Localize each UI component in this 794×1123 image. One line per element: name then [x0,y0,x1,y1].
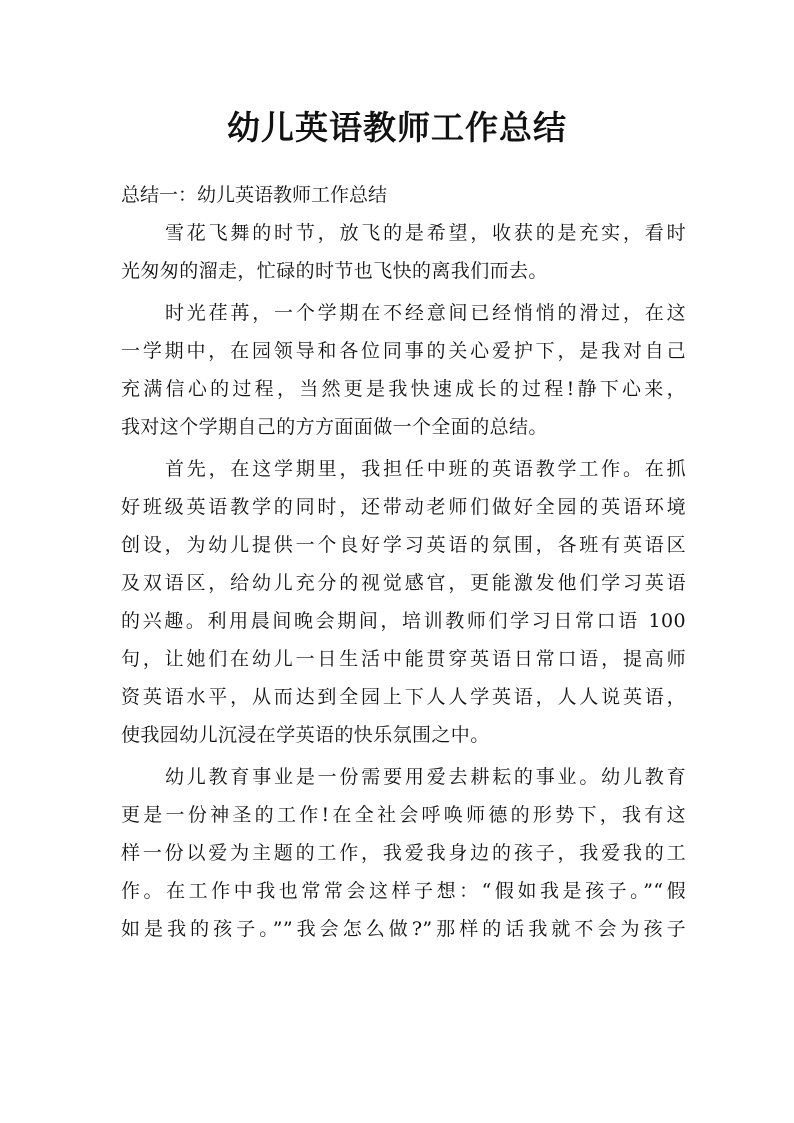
paragraph-4 [121,762,686,944]
text-line: 的兴趣。利用晨间晚会期间，培训教师们学习日常口语 100 [121,610,686,632]
text-line: 如是我的孩子。””我会怎么做?”那样的话我就不会为孩子 [121,918,686,940]
document-title: 幼儿英语教师工作总结 [227,108,567,147]
text-line: 幼儿教育事业是一份需要用爱去耕耘的事业。幼儿教育 [165,766,686,788]
text-line: 句，让她们在幼儿一日生活中能贯穿英语日常口语，提高师 [121,648,686,670]
text-line: 使我园幼儿沉浸在学英语的快乐氛围之中。 [121,724,490,746]
text-line: 我对这个学期自己的方方面面做一个全面的总结。 [121,416,548,438]
text-line: 资英语水平，从而达到全园上下人人学英语，人人说英语， [121,686,686,708]
text-line: 一学期中，在园领导和各位同事的关心爱护下，是我对自己 [121,340,686,362]
text-line: 首先，在这学期里，我担任中班的英语教学工作。在抓 [165,458,686,480]
text-line: 充满信心的过程，当然更是我快速成长的过程!静下心来， [121,378,686,400]
text-line: 光匆匆的溜走，忙碌的时节也飞快的离我们而去。 [121,260,548,282]
paragraph-3 [121,454,686,750]
text-line: 雪花飞舞的时节，放飞的是希望，收获的是充实，看时 [165,222,686,244]
section-heading: 总结一：幼儿英语教师工作总结 [121,184,388,206]
text-line: 创设，为幼儿提供一个良好学习英语的氛围，各班有英语区 [121,534,686,556]
text-line: 更是一份神圣的工作!在全社会呼唤师德的形势下，我有这 [121,804,686,826]
text-line: 及双语区，给幼儿充分的视觉感官，更能激发他们学习英语 [121,572,686,594]
text-line: 时光荏苒，一个学期在不经意间已经悄悄的滑过，在这 [165,302,686,324]
document-body [121,218,686,956]
text-line: 好班级英语教学的同时，还带动老师们做好全园的英语环境 [121,496,686,518]
paragraph-2 [121,298,686,442]
text-line: 样一份以爱为主题的工作，我爱我身边的孩子，我爱我的工 [121,842,686,864]
text-line: 作。在工作中我也常常会这样子想：“假如我是孩子。”“假 [121,880,686,902]
paragraph-1 [121,218,686,286]
